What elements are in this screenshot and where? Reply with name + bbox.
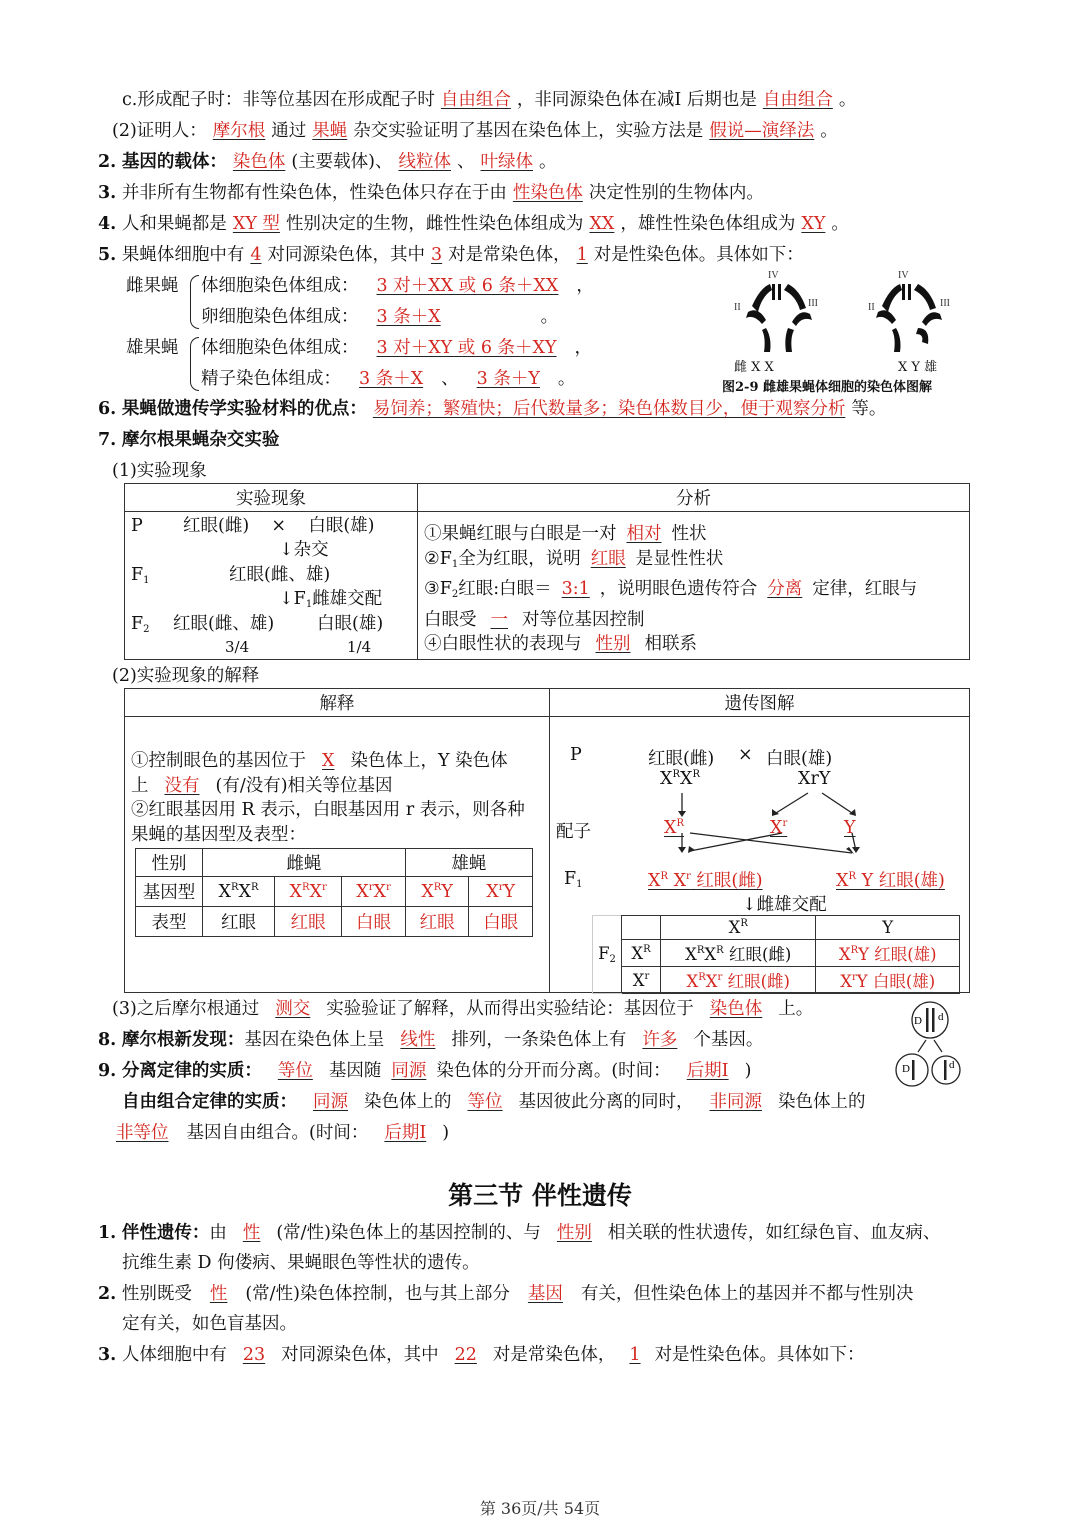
text: (常/性)染色体控制，也与其上部分 (245, 1284, 510, 1304)
text: 有关，但性染色体上的基因并不都与性别决 (580, 1284, 914, 1304)
text: (主要载体)、 (291, 152, 393, 172)
punnett-cell: $X^RX^R$ 红眼(雌) (661, 940, 816, 967)
text: 1 (143, 575, 150, 586)
text: 通过 (271, 121, 307, 141)
text-line: 定有关，如色盲基因。 (122, 1314, 297, 1334)
answer: 22 (454, 1345, 477, 1365)
answer: 3 对＋XY 或 6 条＋XY (376, 338, 557, 358)
analysis-line (424, 608, 963, 633)
item-number: 2. (98, 1284, 117, 1304)
section-title: 第三节 伴性遗传 (448, 1181, 632, 1210)
text: ， (576, 276, 594, 296)
table-header: 分析 (418, 484, 970, 512)
text: ) (442, 1123, 450, 1143)
phenomenon-cell (125, 512, 418, 660)
subsection-label: (1)实验现象 (112, 461, 207, 481)
analysis-line (424, 632, 963, 657)
text: ①果蝇红眼与白眼是一对 (424, 524, 617, 544)
male-fly-label: 雄果蝇 (126, 338, 179, 358)
item-heading: 果蝇做遗传学实验材料的优点： (121, 399, 367, 419)
f1-cross-label: ↓雌雄交配 (742, 895, 827, 915)
text-line (122, 1090, 866, 1114)
answer: 3 条＋X (359, 369, 424, 389)
text: 2 (143, 624, 150, 635)
text-line (98, 212, 849, 236)
text-line (98, 150, 557, 174)
text: Y 红眼(雄) (861, 871, 945, 891)
text-line (201, 367, 575, 391)
explanation-cell (125, 717, 550, 993)
text: 。 (838, 90, 857, 110)
analysis-line (424, 577, 963, 608)
text-line (201, 274, 594, 298)
phenotype: 白眼 (342, 907, 406, 937)
text: 排列，一条染色体上有 (451, 1030, 627, 1050)
text-line (201, 336, 592, 360)
answer: 性染色体 (512, 183, 583, 203)
page-footer: 第 36页/共 54页 (479, 1499, 601, 1518)
text-line (112, 119, 838, 143)
item-number: 4. (98, 214, 117, 234)
text: ↓F (279, 589, 306, 609)
text: X (218, 881, 231, 902)
text: 染色体上的 (778, 1092, 866, 1112)
text: 等。 (851, 399, 887, 419)
text: 2 (609, 954, 616, 965)
f1-female: $X^R$ $X^r$ 红眼(雌) (648, 871, 763, 891)
text: 对是常染色体， (492, 1345, 616, 1365)
text: 对同源染色体，其中 (281, 1345, 439, 1365)
row-label (131, 563, 150, 593)
text: c.形成配子时：非等位基因在形成配子时 (122, 90, 435, 110)
text: F (564, 869, 577, 889)
text: F (598, 944, 610, 963)
text: (3)之后摩尔根通过 (112, 999, 260, 1019)
text: 精子染色体组成： (201, 369, 341, 389)
text: ①控制眼色的基因位于 (131, 751, 306, 771)
text-line (98, 1221, 940, 1245)
punnett-square (592, 915, 960, 994)
answer: 红眼 (590, 548, 626, 569)
text: 人体细胞中有 (121, 1345, 227, 1365)
allele-label: D (914, 1015, 922, 1027)
column-header: Y (816, 916, 960, 940)
phenotype: 白眼 (469, 907, 533, 937)
text: 对同源染色体，其中 (267, 245, 425, 265)
answer: 后期Ⅰ (384, 1123, 427, 1143)
text: 对是性染色体。具体如下： (654, 1345, 865, 1365)
answer: XY (801, 214, 826, 234)
item-heading: 摩尔根果蝇杂交实验 (121, 430, 280, 450)
item-heading: 自由组合定律的实质： (122, 1092, 297, 1112)
cell: 雌蝇 (203, 849, 406, 877)
text: 性别既受 (121, 1284, 192, 1304)
experiment-table (124, 483, 970, 660)
row-label (131, 612, 150, 642)
item-number: 7. (98, 430, 117, 450)
label-II: II (734, 302, 741, 313)
allele-label: d (949, 1059, 955, 1071)
text: ，雄性性染色体组成为 (620, 214, 796, 234)
text: ③F (424, 579, 452, 599)
text: 由 (209, 1223, 227, 1243)
answer: 摩尔根 (212, 121, 266, 141)
table-header: 解释 (125, 689, 550, 717)
answer: 后期Ⅰ (686, 1061, 729, 1081)
row-header: $X^r$ (622, 967, 661, 994)
answer: 性别 (595, 634, 631, 654)
text: 1 (576, 879, 583, 890)
text: 个基因。 (693, 1030, 764, 1050)
genotype-table (135, 848, 533, 937)
answer: 果蝇 (312, 121, 348, 141)
answer: 3 条＋X (376, 307, 441, 327)
cross-label: ↓杂交 (279, 540, 329, 560)
text: ，非同源染色体在减Ⅰ 后期也是 (516, 90, 757, 110)
row-label: 配子 (556, 822, 591, 842)
text: 体细胞染色体组成： (201, 338, 359, 358)
text: 定律，红眼与 (812, 579, 918, 599)
text-line (98, 181, 764, 205)
allele-label: D (902, 1063, 910, 1075)
explanation-line (131, 774, 525, 799)
item-number: 5. (98, 245, 117, 265)
answer: 相对 (626, 524, 662, 544)
answer: 非等位 (116, 1123, 169, 1143)
f1-male: $X^R$ Y 红眼(雄) (836, 871, 945, 891)
label-III: III (940, 298, 950, 309)
analysis-line (424, 522, 963, 547)
text: 染色体的分开而分离。(时间： (436, 1061, 671, 1081)
answer: 自由组合 (762, 90, 833, 110)
answer: 4 (250, 245, 262, 265)
text-line (112, 997, 813, 1021)
text: 实验验证了解释，从而得出实验结论：基因位于 (326, 999, 694, 1019)
text: 红眼(雌) (728, 945, 792, 964)
item-number: 2. (98, 152, 117, 172)
text: 体细胞染色体组成： (201, 276, 359, 296)
row-label (593, 916, 622, 994)
item-number: 1. (98, 1223, 117, 1243)
parent-male: 白眼(雄) (766, 749, 833, 769)
answer: 许多 (642, 1030, 678, 1050)
text-line (98, 1121, 449, 1145)
text: X (486, 881, 499, 902)
column-header: $X^R$ (661, 916, 816, 940)
answer: 3 条＋Y (476, 369, 540, 389)
text: ④白眼性状的表现与 (424, 634, 582, 654)
item-heading: 伴性遗传： (121, 1223, 210, 1243)
text: 对是常染色体， (448, 245, 571, 265)
text: 1 (305, 599, 313, 610)
table-header: 实验现象 (125, 484, 418, 512)
text: 是显性性状 (635, 548, 724, 569)
answer: 等位 (467, 1092, 503, 1112)
ratio: 3/4 (225, 638, 250, 656)
text: 卵细胞染色体组成： (201, 307, 359, 327)
text: 上 (131, 775, 149, 796)
answer: 基因 (527, 1284, 563, 1304)
answer: 线粒体 (398, 152, 452, 172)
text: 相关联的性状遗传，如红绿色盲、血友病、 (607, 1223, 941, 1243)
answer: 3 (431, 245, 443, 265)
answer: 1 (629, 1345, 641, 1365)
item-heading: 摩尔根新发现： (121, 1030, 245, 1050)
text-line (98, 397, 886, 421)
answer: 自由组合 (440, 90, 511, 110)
explanation-line: ②红眼基因用 R 表示，白眼基因用 r 表示，则各种 (131, 800, 525, 820)
text: 果蝇体细胞中有 (121, 245, 245, 265)
genotype: $X^RX^R$ (203, 877, 275, 907)
text-line (98, 1343, 865, 1367)
analysis-cell (418, 512, 970, 660)
text: 性状 (671, 524, 707, 544)
answer: XX (589, 214, 615, 234)
answer: 假说—演绎法 (709, 121, 815, 141)
text: (常/性)染色体上的基因控制的、与 (276, 1223, 541, 1243)
text: ②F (424, 548, 452, 569)
text: 白眼(雄) (872, 972, 936, 991)
text: 红眼(雌) (727, 972, 790, 991)
punnett-cell: $X^RY$ 红眼(雄) (816, 940, 960, 967)
answer: 3:1 (561, 579, 590, 599)
explanation-table (124, 688, 970, 993)
figure-caption: 图2-9 雌雄果蝇体细胞的染色体图解 (722, 380, 933, 395)
text: ，说明眼色遗传符合 (599, 579, 758, 599)
text: 基因随 (328, 1061, 382, 1081)
answer: 性 (209, 1284, 228, 1304)
answer: 染色体 (709, 999, 763, 1019)
text: 基因在染色体上呈 (244, 1030, 385, 1050)
f2-white: 白眼(雄) (317, 614, 384, 634)
genotype: $X^RX^r$ (274, 877, 341, 907)
text: 、 (457, 152, 475, 172)
text: 。 (831, 214, 849, 234)
text-line (98, 428, 279, 452)
text: 白眼受 (424, 609, 477, 630)
female-fly-label: 雌果蝇 (126, 276, 179, 296)
text: 红眼(雌) (696, 871, 763, 891)
text-line (122, 88, 856, 112)
f2-red: 红眼(雌、雄) (173, 614, 275, 634)
text: X (421, 881, 434, 902)
cell: 雄蝇 (405, 849, 532, 877)
answer: 非同源 (709, 1092, 762, 1112)
text: 相联系 (644, 634, 697, 654)
phenotype: 红眼 (274, 907, 341, 937)
text: 上。 (778, 999, 814, 1019)
label-IV: IV (768, 270, 779, 281)
text: 。 (540, 307, 559, 327)
row-label: P (131, 516, 143, 536)
item-number: 8. (98, 1030, 117, 1050)
answer: 一 (490, 609, 508, 630)
f1-result: 红眼(雌、雄) (229, 565, 331, 585)
text-line (98, 1028, 763, 1052)
answer: 同源 (391, 1061, 427, 1081)
phenotype: 红眼 (203, 907, 275, 937)
genotype: XrY (798, 769, 831, 789)
punnett-cell: $X^RX^r$ 红眼(雌) (661, 967, 816, 994)
explanation-line: 果蝇的基因型及表型： (131, 824, 306, 845)
chromosome-diagram (722, 266, 978, 370)
cross-symbol: × (738, 745, 753, 765)
text: (2)证明人： (112, 121, 207, 141)
genotype: $X^RY$ (405, 877, 469, 907)
cell: 性别 (136, 849, 203, 877)
answer: 染色体 (232, 152, 286, 172)
answer: XY 型 (232, 214, 280, 234)
genotype: $X^RX^R$ (660, 769, 700, 789)
text: 全为红眼，说明 (458, 548, 581, 569)
item-number: 9. (98, 1061, 117, 1081)
answer: 测交 (275, 999, 311, 1019)
text-line (98, 243, 804, 267)
answer: X (322, 751, 335, 771)
text: 。 (557, 369, 576, 389)
text: 。 (820, 121, 838, 141)
explanation-text (131, 749, 525, 847)
answer: 叶绿体 (480, 152, 534, 172)
parent-female: 红眼(雌) (648, 749, 715, 769)
answer: 没有 (164, 775, 200, 796)
cross-parents: 红眼(雌) × 白眼(雄) (183, 516, 375, 536)
text: 并非所有生物都有性染色体，性染色体只存在于由 (121, 183, 507, 203)
text: 红眼(雄) (874, 945, 937, 964)
text: 基因彼此分离的同时， (518, 1092, 694, 1112)
label-II: II (868, 302, 875, 313)
row-label: P (570, 745, 582, 765)
text-line (98, 1059, 751, 1083)
answer: 分离 (767, 579, 803, 599)
text: 人和果蝇都是 (121, 214, 227, 234)
answer: 23 (242, 1345, 266, 1365)
item-heading: 分离定律的实质： (121, 1061, 262, 1081)
answer: 性别 (556, 1223, 592, 1243)
genotype: $X^rX^r$ (342, 877, 406, 907)
text: 基因自由组合。(时间： (186, 1123, 369, 1143)
text: F (131, 614, 144, 634)
text: 性别决定的生物，雌性性染色体组成为 (285, 214, 584, 234)
text: 杂交实验证明了基因在染色体上，实验方法是 (353, 121, 704, 141)
answer: 线性 (400, 1030, 436, 1050)
subsection-label: (2)实验现象的解释 (112, 666, 260, 686)
text: 对是性染色体。具体如下： (593, 245, 804, 265)
text: (有/没有)相关等位基因 (215, 775, 393, 796)
gamete: Y (844, 818, 856, 838)
text: X (356, 881, 369, 902)
phenotype: 红眼 (405, 907, 469, 937)
female-label: 雌 X X (734, 360, 774, 375)
ratio: 1/4 (347, 638, 372, 656)
answer: 同源 (313, 1092, 348, 1112)
male-label: X Y 雄 (898, 360, 938, 375)
text-line (98, 1282, 913, 1306)
genetic-diagram-cell (550, 717, 970, 993)
answer: 1 (576, 245, 588, 265)
chromosome-figure (722, 266, 978, 396)
text: X (660, 769, 673, 789)
answer: 等位 (277, 1061, 313, 1081)
answer: 3 对＋XX 或 6 条＋XX (376, 276, 559, 296)
cell: 基因型 (136, 877, 203, 907)
text: 雌雄交配 (312, 589, 383, 609)
text: ) (744, 1061, 752, 1081)
gamete: $X^r$ (770, 818, 788, 838)
answer: 易饲养；繁殖快；后代数量多；染色体数目少，便于观察分析 (372, 399, 846, 419)
cell: 表型 (136, 907, 203, 937)
text: 。 (539, 152, 557, 172)
text: 对等位基因控制 (522, 609, 645, 630)
genotype: $X^rY$ (469, 877, 533, 907)
punnett-cell: $X^rY$ 白眼(雄) (816, 967, 960, 994)
item-number: 3. (98, 183, 117, 203)
gamete: $X^R$ (664, 818, 684, 838)
text: 、 (441, 369, 459, 389)
item-number: 6. (98, 399, 117, 419)
row-header: $X^R$ (622, 940, 661, 967)
chromosome-separation-diagram (890, 1000, 962, 1092)
table-header: 遗传图解 (550, 689, 970, 717)
text: 2 (451, 589, 459, 600)
answer: 性 (242, 1223, 261, 1243)
text: 红眼:白眼＝ (458, 579, 552, 599)
text: 染色体上，Y 染色体 (350, 751, 508, 771)
explanation-line (131, 749, 525, 774)
text: 1 (451, 558, 459, 570)
text: 染色体上的 (364, 1092, 452, 1112)
allele-label: d (938, 1011, 944, 1023)
row-label (564, 869, 583, 890)
text-line (201, 305, 558, 329)
text: F (131, 565, 144, 585)
analysis-line (424, 547, 963, 578)
label-III: III (808, 298, 818, 309)
text-line: 抗维生素 D 佝偻病、果蝇眼色等性状的遗传。 (122, 1253, 480, 1273)
brace (190, 337, 199, 391)
item-heading: 基因的载体： (121, 152, 227, 172)
text: X (289, 881, 302, 902)
text: 决定性别的生物体内。 (588, 183, 764, 203)
item-number: 3. (98, 1345, 117, 1365)
cell (622, 916, 661, 940)
brace (190, 275, 199, 329)
text: ， (574, 338, 593, 358)
label-IV: IV (898, 270, 909, 281)
